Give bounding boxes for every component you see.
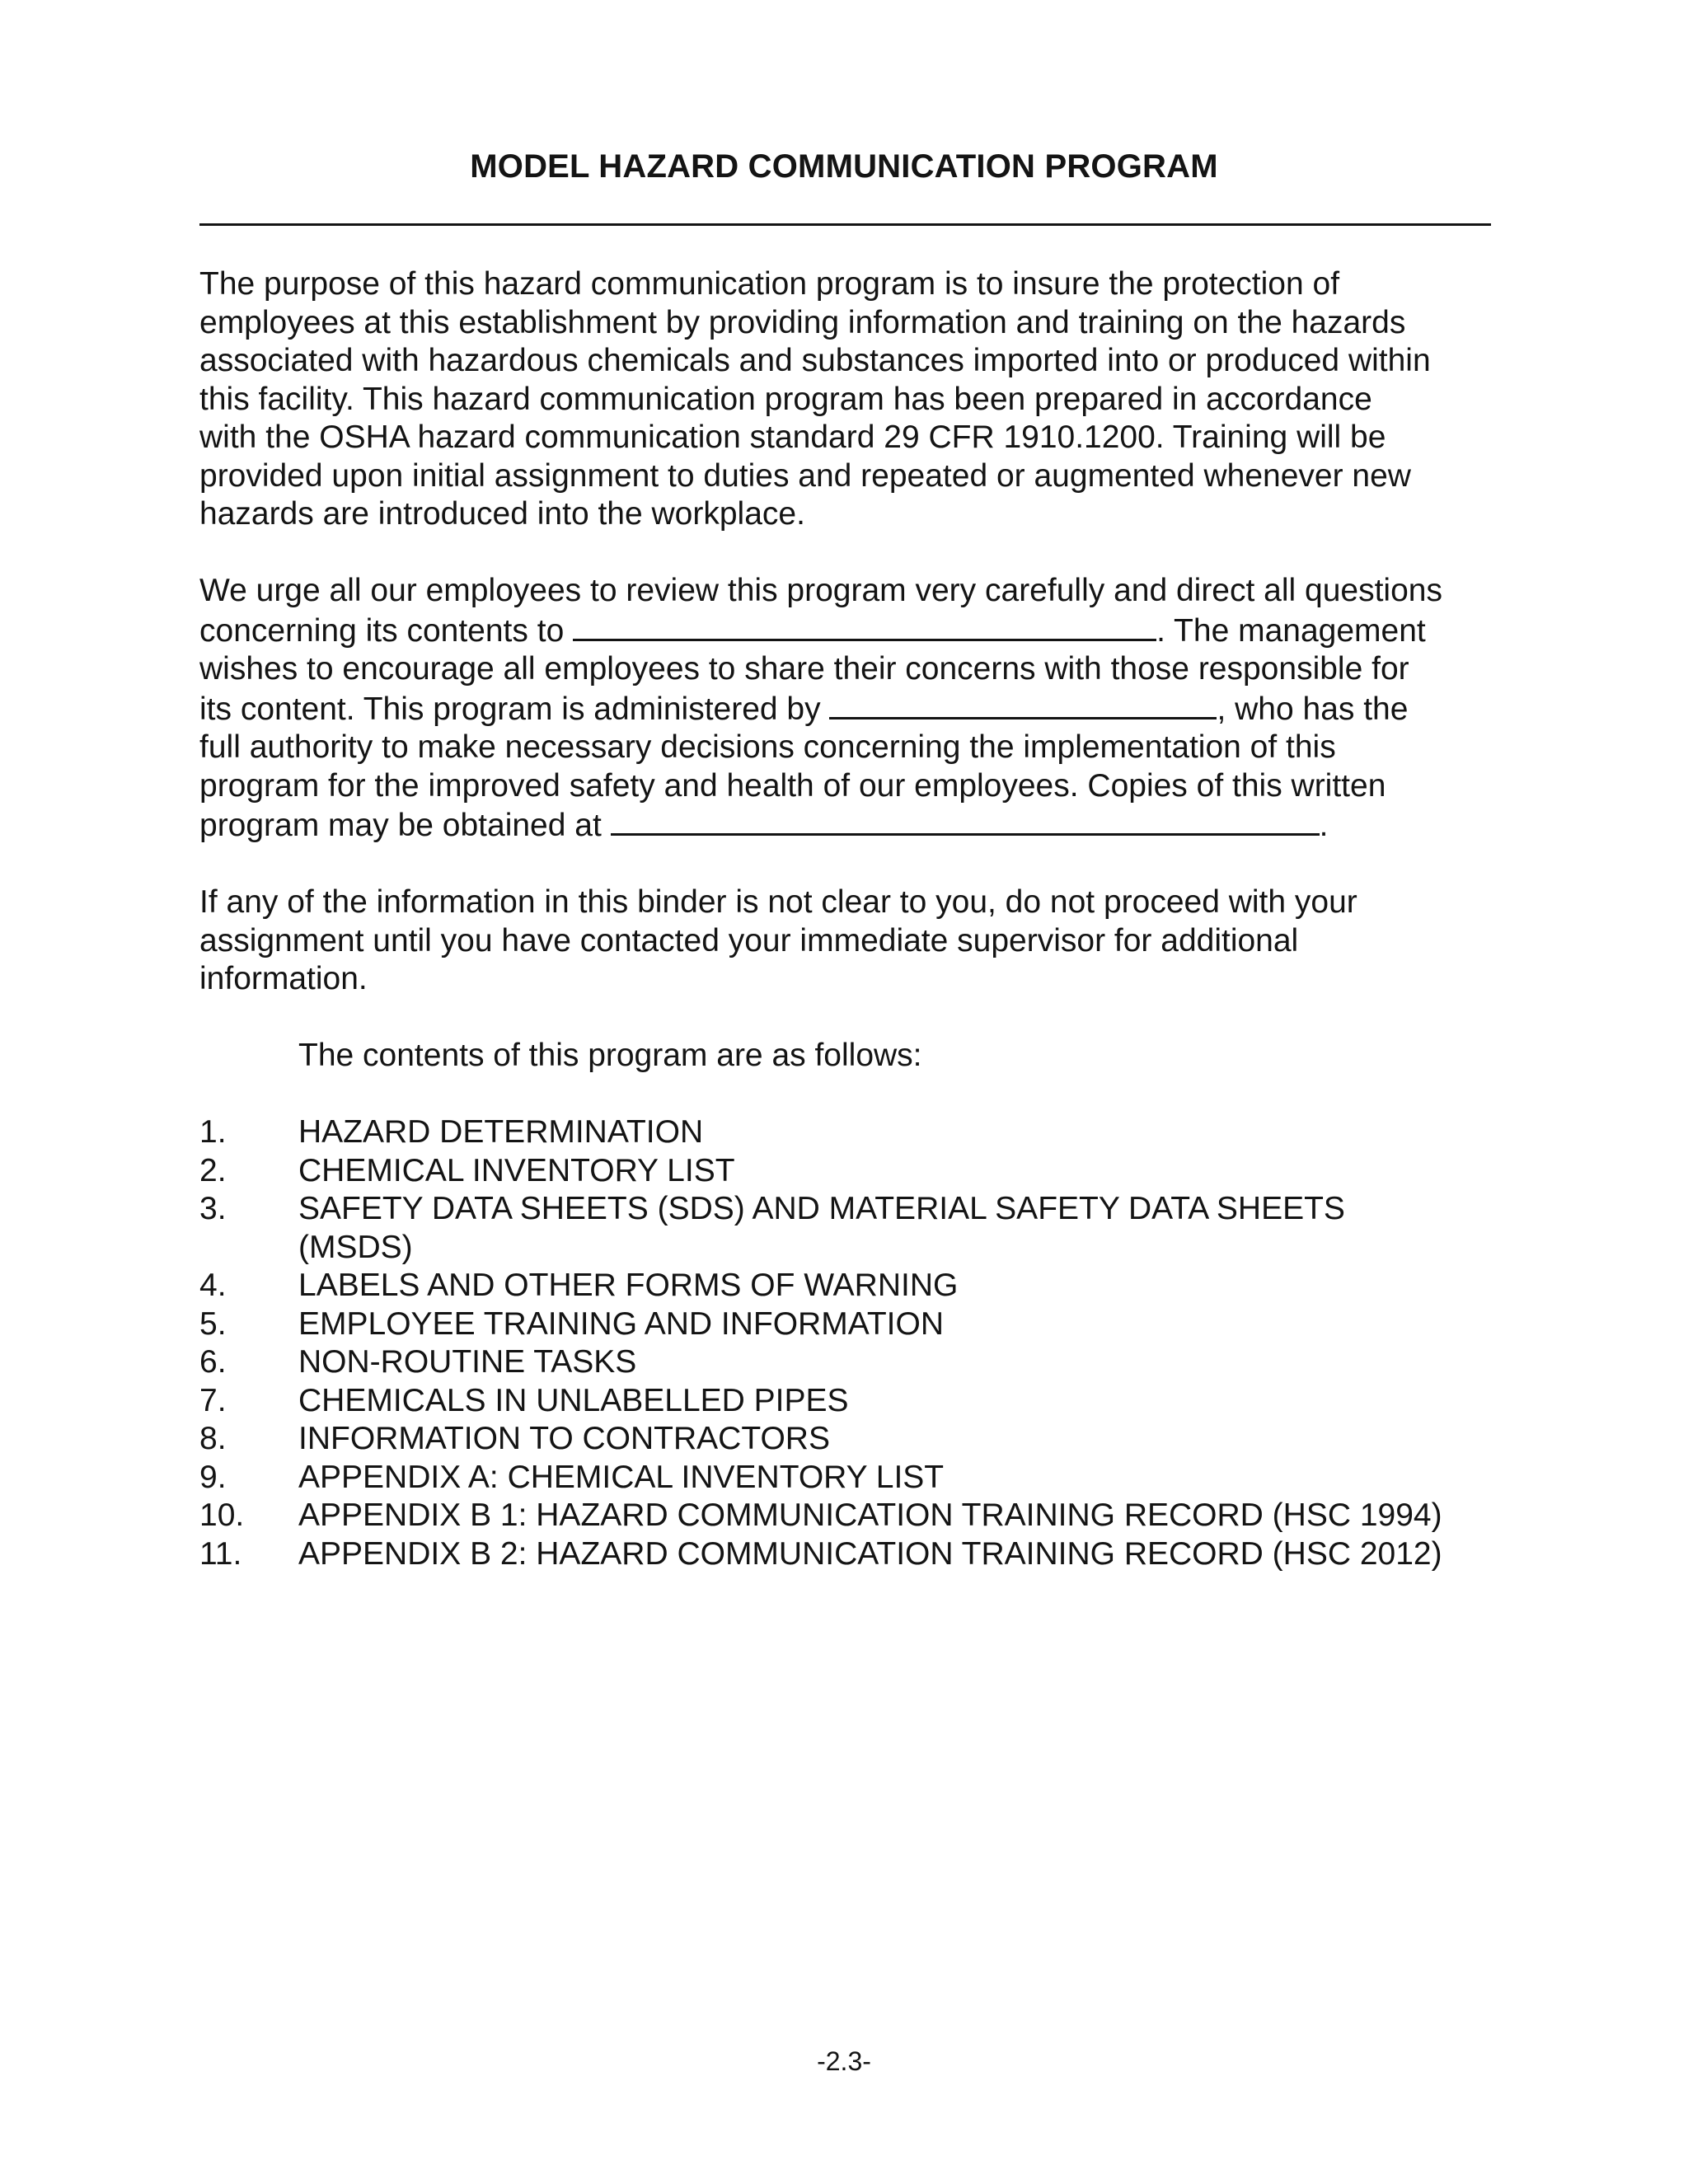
contents-item-text-continued: (MSDS) [298, 1229, 413, 1265]
purpose-line: with the OSHA hazard communication standard 29 CFR 1910.1200. Training will be [199, 419, 1386, 455]
contents-list [199, 1113, 1502, 1573]
contents-item-number: 7. [199, 1382, 227, 1418]
contents-item-number: 2. [199, 1152, 227, 1188]
clarification-line: assignment until you have contacted your immediate supervisor for additional [199, 922, 1299, 958]
contents-item-number: 1. [199, 1114, 227, 1150]
contents-item-text-multiline [298, 1190, 1502, 1267]
administration-line: We urge all our employees to review this program very carefully and direct all questions [199, 573, 1442, 608]
contents-item-number: 11. [199, 1535, 242, 1572]
contents-item [199, 1343, 1502, 1382]
contents-item-text: HAZARD DETERMINATION [298, 1114, 704, 1150]
contents-item-number: 10. [199, 1497, 245, 1533]
contents-item [199, 1305, 1502, 1344]
clarification-paragraph [199, 883, 1502, 999]
administration-text: . The management [1156, 612, 1426, 649]
administration-text: program may be obtained at [199, 808, 611, 843]
copies-location-blank[interactable] [611, 805, 1320, 836]
purpose-line: provided upon initial assignment to duties and repeated or augmented whenever new [199, 457, 1411, 494]
administration-line [199, 689, 1502, 729]
contact-person-blank[interactable] [573, 611, 1156, 641]
administration-line: wishes to encourage all employees to share their concerns with those responsible for [199, 651, 1409, 687]
purpose-line: The purpose of this hazard communication program is to insure the protection of [199, 266, 1340, 302]
contents-item-number: 4. [199, 1268, 227, 1303]
clarification-line: information. [199, 961, 368, 996]
contents-item [199, 1190, 1502, 1267]
contents-item-number: 8. [199, 1421, 227, 1456]
contents-item-text: LABELS AND OTHER FORMS OF WARNING [298, 1268, 959, 1303]
contents-item-number: 6. [199, 1344, 227, 1380]
purpose-line: this facility. This hazard communication program has been prepared in accordance [199, 381, 1372, 417]
clarification-line: If any of the information in this binder is not clear to you, do not proceed with your [199, 884, 1357, 920]
page-number: -2.3- [817, 2046, 871, 2076]
purpose-paragraph [199, 265, 1502, 534]
document-body [199, 265, 1502, 1573]
contents-item-text: APPENDIX B 1: HAZARD COMMUNICATION TRAINING RECORD (HSC 1994) [298, 1497, 1442, 1533]
contents-item-text: SAFETY DATA SHEETS (SDS) AND MATERIAL SAFETY DATA SHEETS [298, 1191, 1345, 1226]
contents-item-number: 3. [199, 1191, 227, 1226]
administration-text: . [1319, 808, 1329, 843]
contents-item-text: CHEMICALS IN UNLABELLED PIPES [298, 1382, 849, 1418]
contents-item-number: 5. [199, 1305, 227, 1342]
administration-line [199, 611, 1502, 651]
administrator-blank[interactable] [829, 689, 1217, 719]
contents-item [199, 1267, 1502, 1305]
contents-item [199, 1420, 1502, 1459]
contents-item [199, 1382, 1502, 1421]
contents-item [199, 1497, 1502, 1535]
contents-item [199, 1113, 1502, 1152]
purpose-line: hazards are introduced into the workplace. [199, 496, 805, 532]
contents-item-text: INFORMATION TO CONTRACTORS [298, 1421, 830, 1456]
administration-text: its content. This program is administered by [199, 691, 830, 727]
contents-item [199, 1152, 1502, 1191]
contents-intro: The contents of this program are as follows: [298, 1038, 922, 1073]
contents-item-text: EMPLOYEE TRAINING AND INFORMATION [298, 1305, 944, 1342]
purpose-line: employees at this establishment by providing information and training on the hazards [199, 304, 1406, 340]
administration-text: concerning its contents to [199, 612, 574, 649]
contents-item [199, 1459, 1502, 1497]
contents-item-text: CHEMICAL INVENTORY LIST [298, 1152, 735, 1188]
administration-line: full authority to make necessary decisions concerning the implementation of this [199, 729, 1336, 765]
contents-item-text: NON-ROUTINE TASKS [298, 1344, 637, 1380]
contents-item-text: APPENDIX B 2: HAZARD COMMUNICATION TRAINING RECORD (HSC 2012) [298, 1535, 1442, 1572]
contents-item-text: APPENDIX A: CHEMICAL INVENTORY LIST [298, 1459, 945, 1495]
contents-item [199, 1535, 1502, 1574]
page-title: MODEL HAZARD COMMUNICATION PROGRAM [470, 148, 1218, 185]
administration-line: program for the improved safety and health of our employees. Copies of this written [199, 767, 1386, 804]
administration-text: , who has the [1217, 691, 1409, 727]
contents-item-number: 9. [199, 1459, 227, 1495]
title-divider [199, 223, 1491, 226]
administration-paragraph [199, 572, 1502, 846]
administration-line [199, 805, 1502, 846]
purpose-line: associated with hazardous chemicals and substances imported into or produced within [199, 343, 1431, 378]
